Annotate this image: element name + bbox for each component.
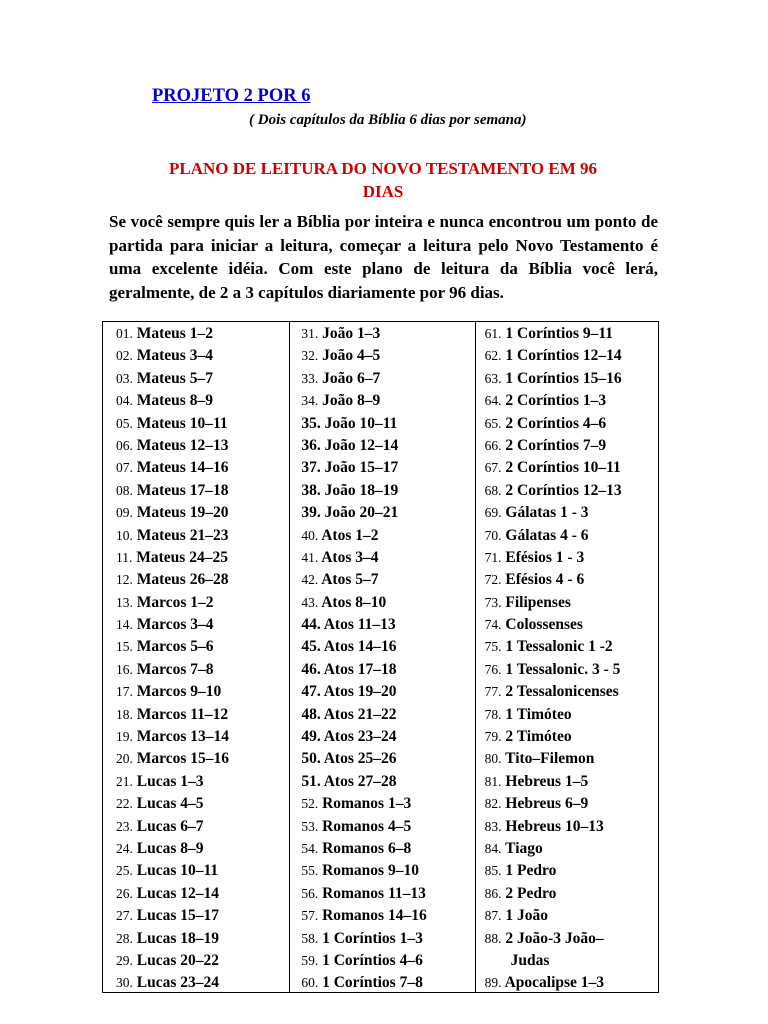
reading-passage: Atos 25–26: [323, 750, 397, 768]
reading-passage: Lucas 12–14: [136, 884, 219, 902]
reading-row: [116, 659, 289, 681]
day-number: 20.: [116, 751, 133, 767]
reading-passage: Lucas 23–24: [136, 974, 219, 992]
reading-row: [301, 793, 474, 815]
reading-row: [301, 883, 474, 905]
reading-row: [485, 838, 658, 860]
day-number: 15.: [116, 639, 133, 655]
reading-passage: 1 Coríntios 1–3: [322, 929, 423, 947]
day-number: 86.: [484, 885, 502, 901]
day-number: 75.: [484, 639, 502, 655]
reading-passage: Lucas 6–7: [136, 817, 204, 835]
day-number: 59.: [301, 952, 319, 968]
reading-row: [116, 883, 289, 905]
reading-row: [485, 704, 658, 726]
day-number: 39.: [301, 504, 321, 522]
day-number: 43.: [301, 594, 319, 610]
reading-passage: Gálatas 4 - 6: [505, 526, 589, 544]
day-number: 28.: [116, 930, 133, 946]
day-number: 50.: [301, 750, 321, 768]
reading-passage: Tiago: [505, 839, 543, 857]
reading-passage: 2 Coríntios 7–9: [505, 436, 607, 454]
plan-heading-line-1: PLANO DE LEITURA DO NOVO TESTAMENTO EM 96: [168, 159, 598, 178]
reading-passage: Romanos 4–5: [322, 817, 412, 835]
day-number: 16.: [116, 661, 133, 677]
day-number: 06.: [116, 437, 133, 453]
reading-row: [116, 704, 289, 726]
reading-row: [301, 592, 474, 614]
day-number: 23.: [116, 818, 133, 834]
reading-passage: Lucas 20–22: [136, 951, 219, 969]
reading-row: [301, 860, 474, 882]
reading-column-2: [289, 322, 474, 992]
reading-row: [301, 771, 474, 793]
reading-row: [116, 502, 289, 524]
reading-row: [301, 636, 474, 658]
day-number: 02.: [116, 348, 133, 364]
day-number: 58.: [301, 930, 319, 946]
reading-passage: Lucas 15–17: [136, 907, 219, 925]
reading-passage: Atos 14–16: [323, 638, 397, 656]
day-number: 88.: [484, 930, 502, 946]
day-number: 44.: [301, 616, 321, 634]
day-number: 34.: [301, 393, 319, 409]
reading-row: [116, 636, 289, 658]
reading-row: [485, 480, 658, 502]
day-number: 48.: [301, 705, 321, 723]
reading-passage: 2 Coríntios 1–3: [505, 392, 607, 410]
reading-passage: 1 Tessalonic. 3 - 5: [505, 660, 621, 678]
reading-row: [301, 480, 474, 502]
reading-row: [116, 390, 289, 412]
reading-row: [116, 771, 289, 793]
reading-row: [116, 457, 289, 479]
day-number: 01.: [116, 326, 133, 341]
plan-heading-line-2: DIAS: [362, 182, 404, 201]
reading-passage: Mateus 5–7: [136, 369, 213, 387]
day-number: 21.: [116, 773, 133, 789]
reading-passage: 1 Pedro: [505, 862, 557, 880]
day-number: 38.: [301, 481, 321, 499]
reading-row: [116, 569, 289, 591]
reading-passage: 2 Coríntios 12–13: [505, 481, 622, 499]
reading-passage: 1 Tessalonic 1 -2: [505, 638, 613, 656]
reading-row: [301, 390, 474, 412]
reading-passage: Marcos 15–16: [136, 750, 230, 768]
reading-row: [116, 525, 289, 547]
day-number: 46.: [301, 660, 321, 678]
reading-passage: Marcos 11–12: [136, 705, 229, 723]
reading-row: [485, 323, 658, 345]
reading-passage: João 15–17: [324, 459, 399, 477]
day-number: 45.: [301, 638, 321, 656]
reading-row: [301, 345, 474, 367]
reading-row: [116, 323, 289, 345]
reading-row: [301, 972, 474, 994]
reading-passage: Atos 5–7: [321, 571, 379, 589]
day-number: 64.: [484, 393, 502, 409]
reading-row: [485, 905, 658, 927]
day-number: 68.: [484, 482, 502, 498]
day-number: 51.: [301, 772, 321, 790]
day-number: 77.: [484, 684, 502, 700]
day-number: 19.: [116, 729, 133, 745]
reading-row: [301, 838, 474, 860]
day-number: 35.: [301, 414, 321, 432]
reading-row: [301, 614, 474, 636]
reading-passage: Hebreus 10–13: [505, 817, 604, 835]
day-number: 42.: [301, 572, 319, 588]
reading-passage: Tito–Filemon: [505, 750, 595, 768]
day-number: 04.: [116, 393, 133, 409]
day-number: 32.: [301, 348, 319, 364]
day-number: 07.: [116, 460, 133, 476]
reading-row: [301, 502, 474, 524]
day-number: 27.: [116, 908, 133, 924]
reading-passage: João 4–5: [322, 347, 381, 365]
reading-row: [301, 950, 474, 972]
reading-row: [301, 368, 474, 390]
page-subtitle: ( Dois capítulos da Bíblia 6 dias por semana): [249, 112, 527, 128]
reading-passage: Romanos 11–13: [322, 884, 426, 902]
reading-passage: Marcos 1–2: [136, 593, 214, 611]
reading-row: [116, 345, 289, 367]
reading-row: [116, 726, 289, 748]
day-number: 83.: [484, 818, 502, 834]
reading-passage: Marcos 5–6: [136, 638, 214, 656]
reading-passage: Lucas 10–11: [136, 862, 219, 880]
reading-passage: João 6–7: [322, 369, 381, 387]
reading-passage: Lucas 4–5: [136, 795, 204, 813]
day-number: 62.: [484, 348, 502, 364]
reading-row: [485, 435, 658, 457]
reading-passage: João 20–21: [324, 504, 399, 522]
day-number: 87.: [484, 908, 502, 924]
reading-row: [485, 681, 658, 703]
reading-passage: 1 Coríntios 9–11: [505, 325, 614, 342]
reading-passage: Atos 19–20: [323, 683, 397, 701]
reading-passage: Atos 17–18: [323, 660, 397, 678]
reading-row: [485, 547, 658, 569]
reading-row: [485, 816, 658, 838]
reading-passage: Efésios 4 - 6: [505, 571, 585, 589]
day-number: 55.: [301, 863, 319, 879]
reading-row: [485, 502, 658, 524]
reading-passage: Filipenses: [505, 593, 571, 611]
reading-passage: 2 Tessalonicenses: [505, 683, 619, 701]
day-number: 71.: [484, 549, 502, 565]
day-number: 40.: [301, 527, 319, 543]
day-number: 54.: [301, 840, 319, 856]
day-number: 57.: [301, 908, 319, 924]
day-number: 89.: [484, 975, 502, 991]
reading-passage: Marcos 3–4: [136, 616, 214, 634]
reading-passage: Atos 27–28: [323, 772, 397, 790]
reading-row: [301, 457, 474, 479]
reading-passage: Atos 3–4: [321, 548, 379, 566]
day-number: 73.: [484, 594, 502, 610]
reading-row: [116, 592, 289, 614]
day-number: 13.: [116, 594, 133, 610]
reading-passage: 1 Coríntios 7–8: [322, 974, 423, 992]
day-number: 82.: [484, 796, 502, 812]
day-number: 24.: [116, 840, 133, 856]
reading-row: [485, 390, 658, 412]
reading-row: [485, 525, 658, 547]
day-number: 12.: [116, 572, 133, 588]
reading-passage: João 10–11: [324, 414, 398, 432]
reading-passage: Mateus 17–18: [136, 481, 229, 499]
day-number: 61.: [484, 326, 502, 341]
day-number: 36.: [301, 436, 321, 454]
reading-passage: Atos 23–24: [323, 728, 397, 746]
reading-passage: 1 Coríntios 12–14: [505, 347, 622, 365]
reading-passage: Lucas 8–9: [136, 839, 204, 857]
reading-row: [116, 928, 289, 950]
reading-passage: Hebreus 1–5: [505, 772, 589, 790]
reading-row: [116, 480, 289, 502]
reading-passage: João 18–19: [324, 481, 399, 499]
day-number: 11.: [116, 549, 133, 565]
day-number: 76.: [484, 661, 502, 677]
reading-passage: Marcos 13–14: [136, 728, 230, 746]
reading-passage: Mateus 19–20: [136, 504, 229, 522]
day-number: 33.: [301, 370, 319, 386]
day-number: 74.: [484, 617, 502, 633]
reading-plan-table: [102, 321, 659, 993]
day-number: 60.: [301, 975, 319, 991]
reading-row: [485, 726, 658, 748]
day-number: 22.: [116, 796, 133, 812]
day-number: 10.: [116, 527, 133, 543]
reading-passage: Gálatas 1 - 3: [505, 504, 589, 522]
reading-passage: Mateus 26–28: [136, 571, 229, 589]
reading-passage: Atos 11–13: [323, 616, 396, 634]
reading-passage: Marcos 7–8: [136, 660, 214, 678]
reading-row: [301, 569, 474, 591]
reading-passage: Mateus 21–23: [136, 526, 229, 544]
reading-row: [116, 614, 289, 636]
reading-passage: Romanos 1–3: [322, 795, 412, 813]
reading-row: [116, 547, 289, 569]
reading-row: [301, 547, 474, 569]
reading-row: [485, 928, 658, 950]
reading-row: [301, 681, 474, 703]
reading-passage: Romanos 14–16: [322, 907, 427, 925]
day-number: 41.: [301, 549, 319, 565]
reading-passage: 1 Timóteo: [505, 705, 572, 723]
reading-column-3: [475, 322, 658, 992]
reading-passage: Lucas 1–3: [136, 772, 204, 790]
reading-passage: Mateus 14–16: [136, 459, 229, 477]
reading-passage: 2 Coríntios 4–6: [505, 414, 607, 432]
reading-passage: Hebreus 6–9: [505, 795, 589, 813]
reading-row: [485, 569, 658, 591]
day-number: 09.: [116, 505, 133, 521]
reading-row: [485, 345, 658, 367]
reading-row: [301, 928, 474, 950]
reading-row: [485, 368, 658, 390]
reading-passage: João 8–9: [322, 392, 381, 410]
day-number: 53.: [301, 818, 319, 834]
day-number: 52.: [301, 796, 319, 812]
reading-row: [116, 905, 289, 927]
reading-passage: Lucas 18–19: [136, 929, 219, 947]
plan-heading: [120, 157, 646, 203]
reading-passage: Atos 21–22: [323, 705, 397, 723]
reading-row: [485, 748, 658, 770]
reading-passage: Apocalipse 1–3: [504, 974, 605, 992]
reading-passage: Mateus 8–9: [136, 392, 213, 410]
day-number: 81.: [484, 773, 502, 789]
day-number: 25.: [116, 863, 133, 879]
day-number: 08.: [116, 482, 133, 498]
reading-passage: 2 João-3 João–: [505, 929, 604, 947]
reading-passage: 2 Pedro: [505, 884, 557, 902]
day-number: 85.: [484, 863, 502, 879]
day-number: 37.: [301, 459, 321, 477]
reading-row: [116, 435, 289, 457]
reading-passage: Atos 8–10: [321, 593, 387, 611]
reading-row: [301, 905, 474, 927]
reading-passage: João 1–3: [322, 325, 381, 342]
reading-row: [485, 614, 658, 636]
reading-row: [301, 525, 474, 547]
reading-row: [116, 950, 289, 972]
intro-paragraph: Se você sempre quis ler a Bíblia por inteira e nunca encontrou um ponto de partida para iniciar a leitura, começar a leitura pelo Novo Testamento é uma excelente idéia. Com este plano de leitura da Bíblia você lerá, geralmente, de 2 a 3 capítulos diariamente por 96 dias.: [109, 212, 658, 302]
day-number: 03.: [116, 370, 133, 386]
reading-passage: João 12–14: [324, 436, 399, 454]
reading-passage: Romanos 9–10: [322, 862, 419, 880]
reading-row: [116, 368, 289, 390]
reading-row: [485, 771, 658, 793]
reading-row: [301, 704, 474, 726]
reading-passage: Mateus 12–13: [136, 436, 229, 454]
reading-row: [116, 838, 289, 860]
day-number: 65.: [484, 415, 502, 431]
reading-passage: Colossenses: [505, 616, 583, 634]
day-number: 84.: [484, 840, 502, 856]
day-number: 49.: [301, 728, 321, 746]
day-number: 17.: [116, 684, 133, 700]
day-number: 30.: [116, 975, 133, 991]
reading-passage-continuation: Judas: [510, 951, 550, 969]
reading-passage: 2 Coríntios 10–11: [505, 459, 621, 477]
day-number: 72.: [484, 572, 502, 588]
reading-passage: 1 Coríntios 15–16: [505, 369, 622, 387]
reading-row: [485, 860, 658, 882]
reading-row: [116, 972, 289, 994]
reading-passage: Efésios 1 - 3: [505, 548, 585, 566]
reading-row: [485, 659, 658, 681]
day-number: 31.: [301, 326, 319, 341]
reading-row: [116, 413, 289, 435]
page-title: PROJETO 2 POR 6: [152, 86, 311, 106]
reading-row: [301, 323, 474, 345]
reading-passage: Atos 1–2: [321, 526, 379, 544]
day-number: 47.: [301, 683, 321, 701]
reading-row: [485, 972, 658, 994]
reading-passage: Marcos 9–10: [136, 683, 222, 701]
reading-row: [485, 457, 658, 479]
day-number: 14.: [116, 617, 133, 633]
reading-row: [301, 659, 474, 681]
day-number: 80.: [484, 751, 502, 767]
reading-row: [485, 883, 658, 905]
day-number: 70.: [484, 527, 502, 543]
reading-row: [485, 592, 658, 614]
reading-row: [116, 793, 289, 815]
reading-row: [301, 413, 474, 435]
day-number: 56.: [301, 885, 319, 901]
reading-passage: Mateus 24–25: [136, 548, 228, 566]
reading-row: [301, 435, 474, 457]
reading-passage: Romanos 6–8: [322, 839, 412, 857]
reading-column-1: [103, 322, 289, 992]
day-number: 18.: [116, 706, 133, 722]
reading-passage: 2 Timóteo: [505, 728, 572, 746]
day-number: 26.: [116, 885, 133, 901]
day-number: 78.: [484, 706, 502, 722]
reading-row: [116, 860, 289, 882]
reading-row: [301, 748, 474, 770]
reading-row: [301, 726, 474, 748]
reading-row: [116, 681, 289, 703]
reading-passage: 1 João: [505, 907, 549, 925]
reading-row: [485, 793, 658, 815]
reading-passage: Mateus 1–2: [136, 325, 213, 342]
reading-row: [485, 636, 658, 658]
day-number: 29.: [116, 952, 133, 968]
reading-row: [116, 748, 289, 770]
reading-passage: 1 Coríntios 4–6: [322, 951, 423, 969]
day-number: 66.: [484, 437, 502, 453]
day-number: 05.: [116, 415, 133, 431]
day-number: 63.: [484, 370, 502, 386]
reading-row: [116, 816, 289, 838]
reading-passage: Mateus 3–4: [136, 347, 213, 365]
reading-row: [301, 816, 474, 838]
day-number: 69.: [484, 505, 502, 521]
reading-passage: Mateus 10–11: [136, 414, 228, 432]
day-number: 79.: [484, 729, 502, 745]
day-number: 67.: [484, 460, 502, 476]
reading-row: [485, 413, 658, 435]
